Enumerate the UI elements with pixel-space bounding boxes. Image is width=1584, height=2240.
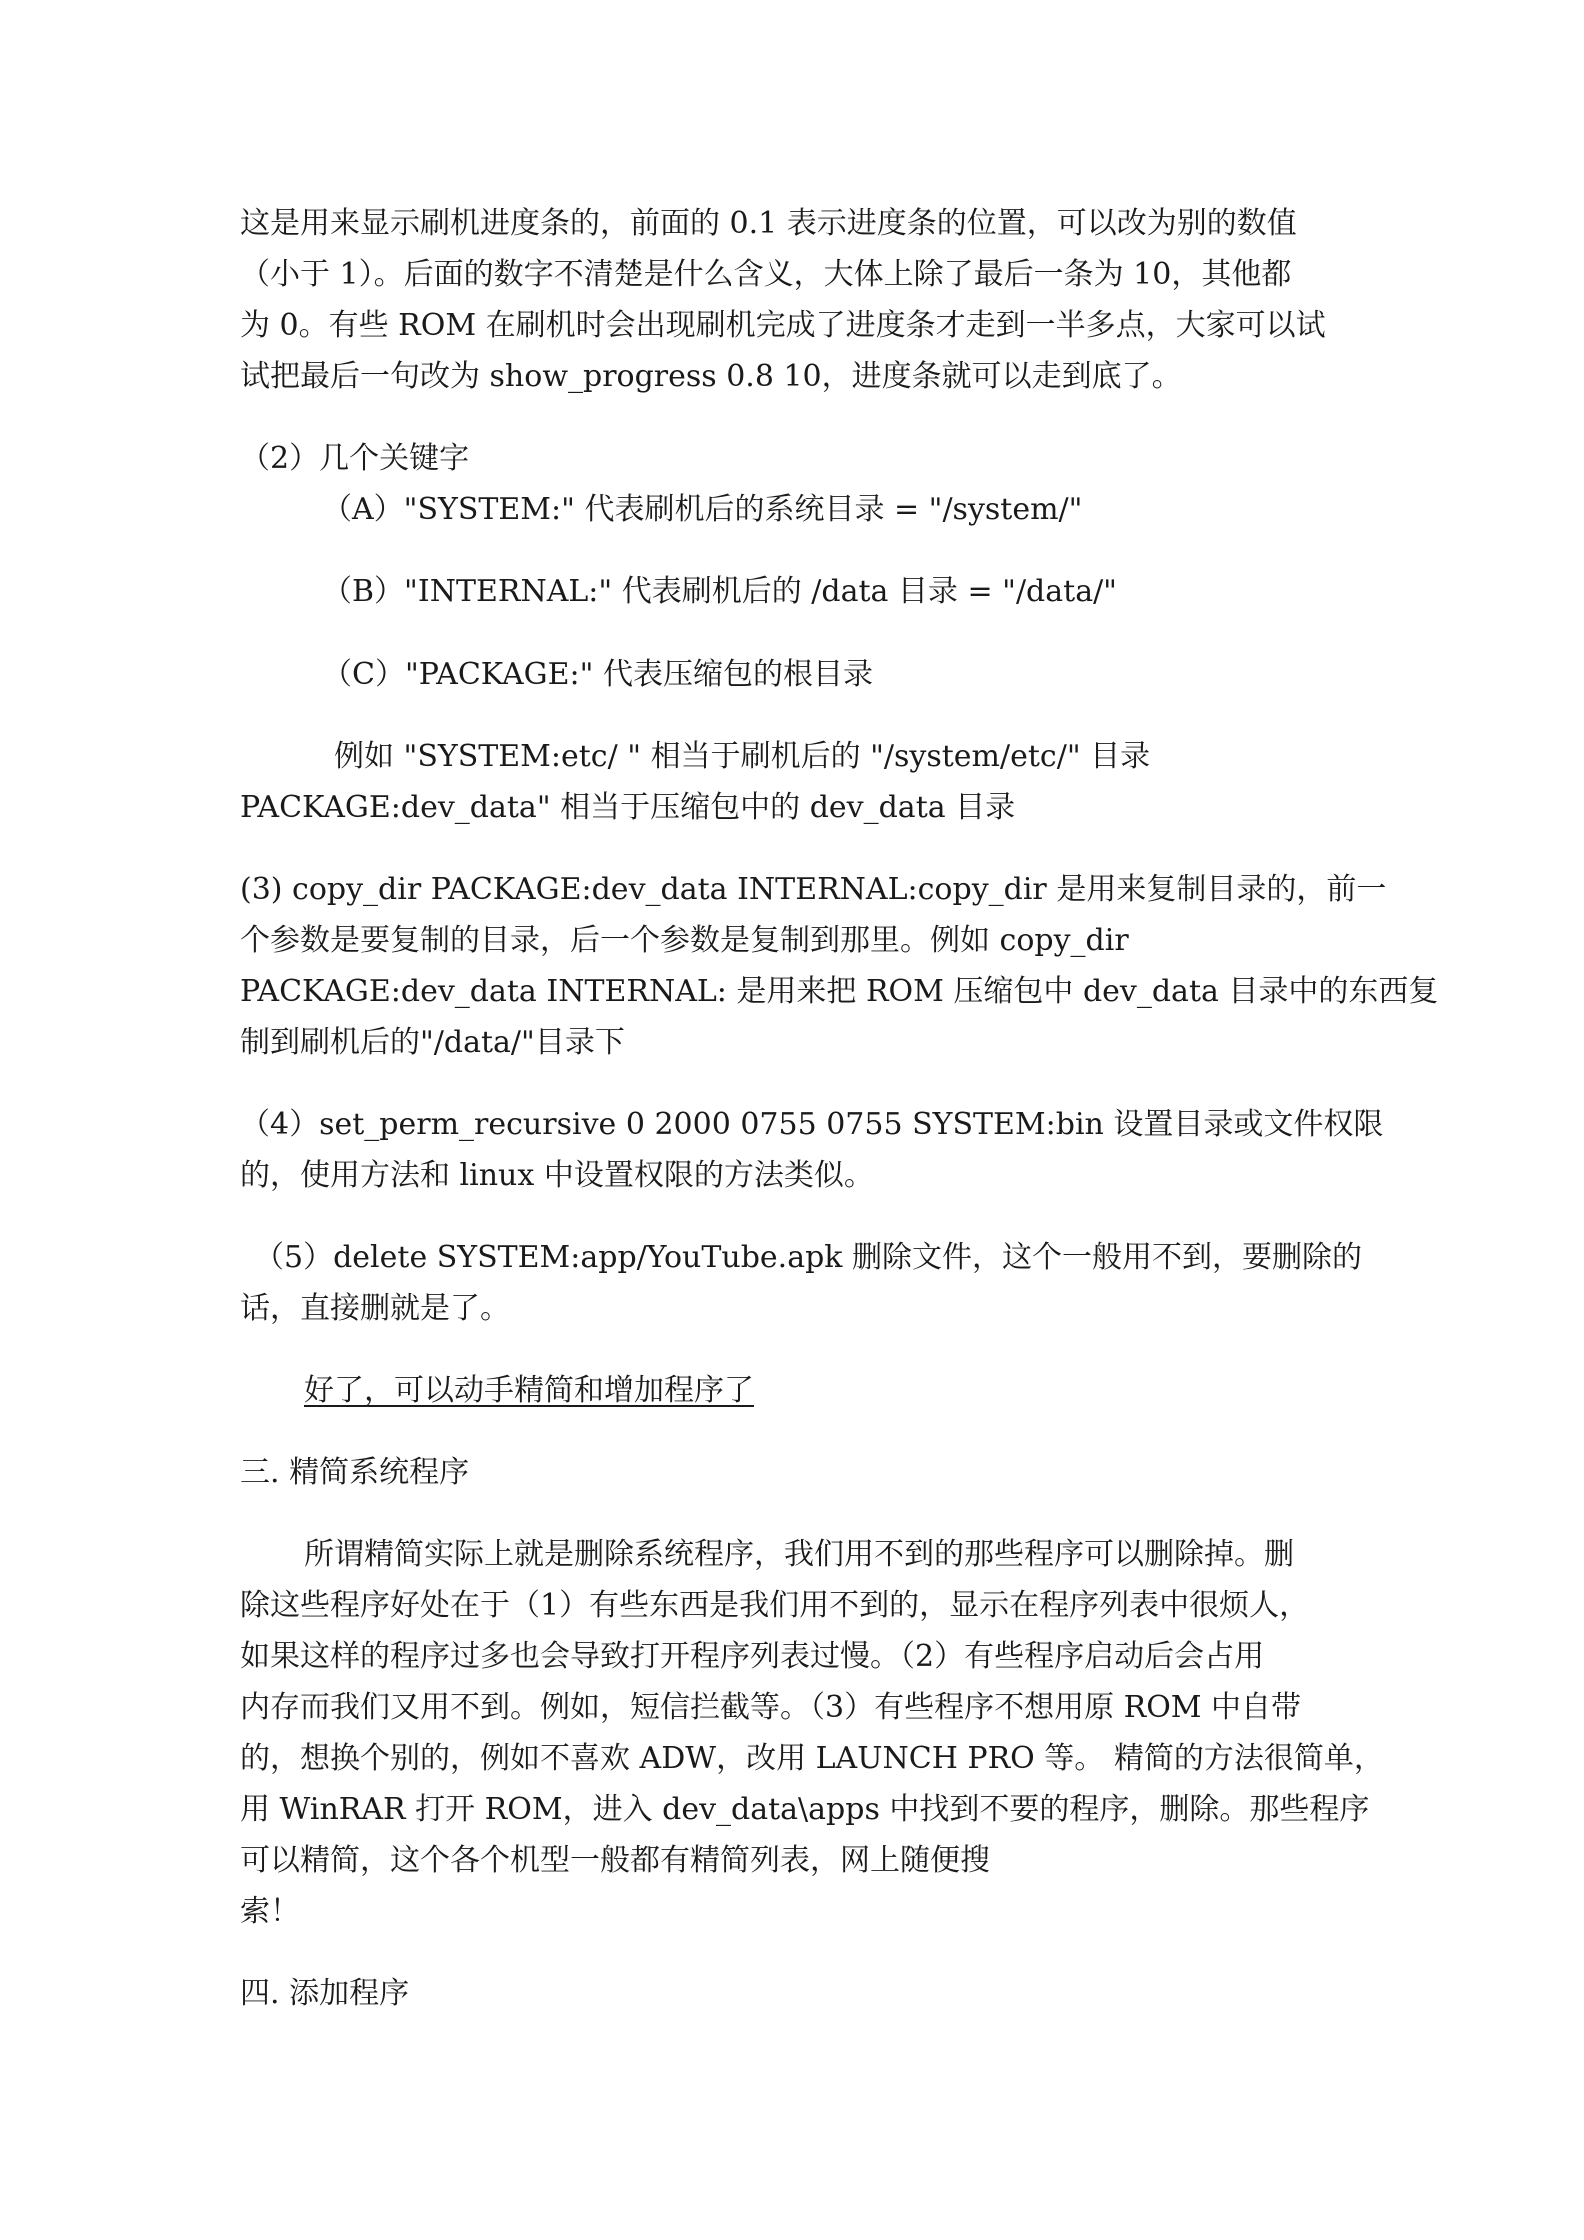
paragraph-line: （4）set_perm_recursive 0 2000 0755 0755 SYSTEM:bin 设置目录或文件权限: [240, 1107, 1384, 1142]
list-item-b: （B）"INTERNAL:" 代表刷机后的 /data 目录 = "/data/": [322, 574, 1117, 609]
list-item-a: （A）"SYSTEM:" 代表刷机后的系统目录 = "/system/": [322, 492, 1083, 527]
paragraph-line: (3) copy_dir PACKAGE:dev_data INTERNAL:copy_dir 是用来复制目录的，前一: [240, 872, 1387, 907]
paragraph-line: 个参数是要复制的目录，后一个参数是复制到那里。例如 copy_dir: [240, 923, 1129, 958]
paragraph-line: 如果这样的程序过多也会导致打开程序列表过慢。（2）有些程序启动后会占用: [240, 1639, 1265, 1674]
paragraph-line: （5）delete SYSTEM:app/YouTube.apk 删除文件，这个一般用不到，要删除的: [254, 1240, 1362, 1275]
paragraph-line: 的，想换个别的，例如不喜欢 ADW，改用 LAUNCH PRO 等。 精简的方法很简单，: [240, 1741, 1384, 1776]
section-heading-4: 四. 添加程序: [240, 1976, 410, 2011]
paragraph-line: 内存而我们又用不到。例如，短信拦截等。（3）有些程序不想用原 ROM 中自带: [240, 1690, 1302, 1725]
paragraph-line: 的，使用方法和 linux 中设置权限的方法类似。: [240, 1158, 874, 1193]
paragraph-line: 所谓精简实际上就是删除系统程序，我们用不到的那些程序可以删除掉。删: [304, 1537, 1294, 1572]
paragraph-line: 用 WinRAR 打开 ROM，进入 dev_data\apps 中找到不要的程序，删除。那些程序: [240, 1792, 1370, 1827]
paragraph-line: 为 0。有些 ROM 在刷机时会出现刷机完成了进度条才走到一半多点，大家可以试: [240, 308, 1326, 343]
list-item-c: （C）"PACKAGE:" 代表压缩包的根目录: [322, 657, 873, 692]
paragraph-line: 除这些程序好处在于（1）有些东西是我们用不到的，显示在程序列表中很烦人，: [240, 1588, 1310, 1623]
section-heading-3: 三. 精简系统程序: [240, 1455, 470, 1490]
underlined-note: 好了，可以动手精简和增加程序了: [304, 1373, 754, 1408]
paragraph-line: PACKAGE:dev_data INTERNAL: 是用来把 ROM 压缩包中 dev_data 目录中的东西复: [240, 974, 1439, 1009]
paragraph-line: 话，直接删就是了。: [240, 1291, 510, 1326]
example-line: 例如 "SYSTEM:etc/ " 相当于刷机后的 "/system/etc/" 目录: [334, 739, 1151, 774]
paragraph-line: 制到刷机后的"/data/"目录下: [240, 1025, 625, 1060]
paragraph-line: 这是用来显示刷机进度条的，前面的 0.1 表示进度条的位置，可以改为别的数值: [240, 206, 1297, 241]
paragraph-line: （小于 1）。后面的数字不清楚是什么含义，大体上除了最后一条为 10，其他都: [240, 257, 1292, 292]
example-line: PACKAGE:dev_data" 相当于压缩包中的 dev_data 目录: [240, 790, 1016, 825]
paragraph-line: 索！: [240, 1894, 300, 1929]
paragraph-line: 试把最后一句改为 show_progress 0.8 10，进度条就可以走到底了。: [240, 359, 1182, 394]
paragraph-line: 可以精简，这个各个机型一般都有精简列表，网上随便搜: [240, 1843, 990, 1878]
section-heading-keywords: （2）几个关键字: [240, 441, 470, 476]
